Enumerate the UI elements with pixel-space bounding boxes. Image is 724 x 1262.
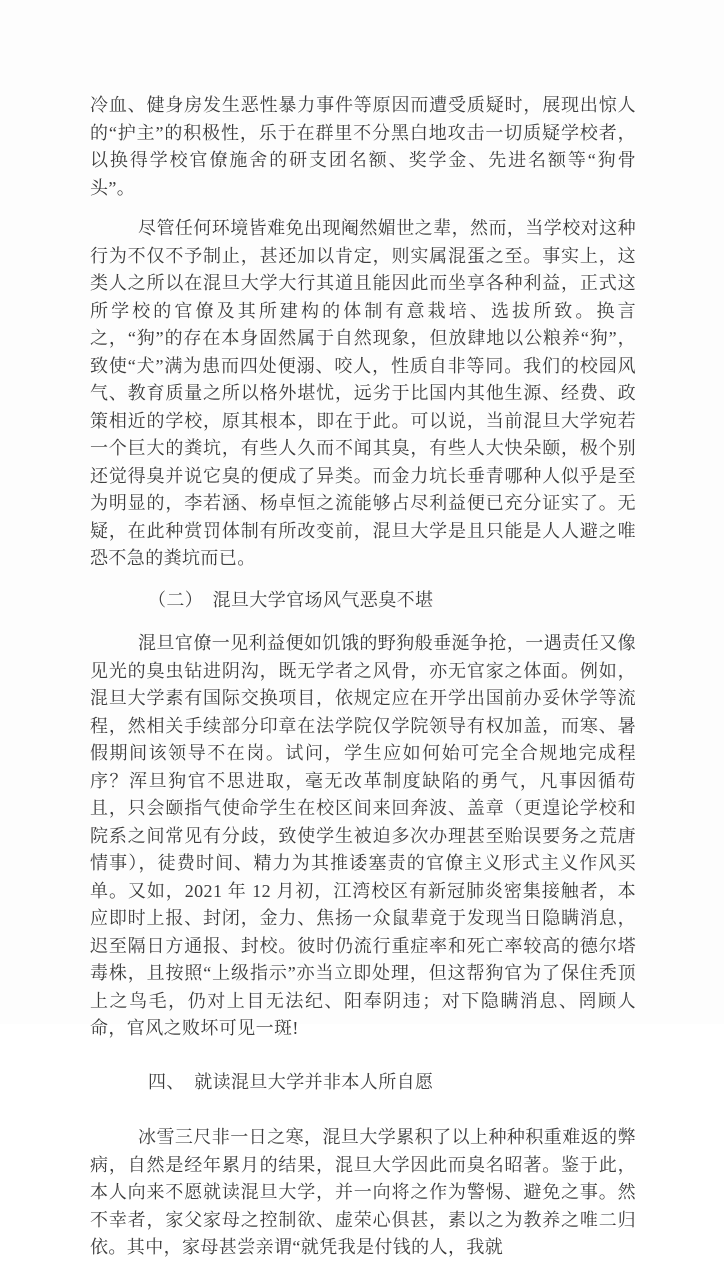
section-heading-2: （二） 混旦大学官场风气恶臭不堪 (148, 589, 434, 610)
paragraph-unwilling-enrollment: 冰雪三尺非一日之寒，混旦大学累积了以上种种积重难返的弊病，自然是经年累月的结果，混旦大学因此而臭名昭著。鉴于此，本人向来不愿就读混旦大学，并一向将之作为警惕、避免之事。然不幸者，家父家母之控制欲、虚荣心俱甚，素以之为教养之唯二归依。其中，家母甚尝亲谓“就凭我是付钱的人，我就 (90, 1127, 636, 1257)
paragraph-sycophants: 尽管任何环境皆难免出现阉然媚世之辈，然而，当学校对这种行为不仅不予制止，甚还加以肯定，则实属混蛋之至。事实上，这类人之所以在混旦大学大行其道且能因此而坐享各种利益，正式这所学校的官僚及其所建构的体制有意栽培、选拔所致。换言之，“狗”的存在本身固然属于自然现象，但放肆地以公粮养“狗”，致使“犬”满为患而四处便溺、咬人，性质自非等同。我们的校园风气、教育质量之所以格外堪忧，远劣于比国内其他生源、经费、政策相近的学校，原其根本，即在于此。可以说，当前混旦大学宛若一个巨大的粪坑，有些人久而不闻其臭，有些人大快朵颐，极个别还觉得臭并说它臭的便成了异类。而金力坑长垂青哪种人似乎是至为明显的，李若涵、杨卓恒之流能够占尽利益便已充分证实了。无疑，在此种赏罚体制有所改变前，混旦大学是且只能是人人避之唯恐不急的粪坑而已。 (90, 218, 636, 568)
section-heading-4: 四、 就读混旦大学并非本人所自愿 (148, 1071, 434, 1092)
paragraph-bureaucracy: 混旦官僚一见利益便如饥饿的野狗般垂涎争抢，一遇责任又像见光的臭虫钻进阴沟，既无学者之风骨，亦无官家之体面。例如，混旦大学素有国际交换项目，依规定应在开学出国前办妥休学等流程，然相关手续部分印章在法学院仅学院领导有权加盖，而寒、暑假期间该领导不在岗。试问，学生应如何始可完全合规地完成程序？浑旦狗官不思进取，毫无改革制度缺陷的勇气，凡事因循苟且，只会颐指气使命学生在校区间来回奔波、盖章（更遑论学校和院系之间常见有分歧，致使学生被迫多次办理甚至贻误要务之荒唐情事），徒费时间、精力为其推诿塞责的官僚主义形式主义作风买单。又如，2021 年 12 月初，江湾校区有新冠肺炎密集接触者，本应即时上报、封闭，金力、焦扬一众鼠辈竟于发现当日隐瞒消息，迟至隔日方通报、封校。彼时仍流行重症率和死亡率较高的德尔塔毒株，且按照“上级指示”亦当立即处理，但这帮狗官为了保住秃顶上之鸟毛，仍对上目无法纪、阳奉阴违；对下隐瞒消息、罔顾人命，官风之败坏可见一斑! (90, 633, 636, 1038)
paragraph-continued-from-previous-page: 冷血、健身房发生恶性暴力事件等原因而遭受质疑时，展现出惊人的“护主”的积极性，乐于在群里不分黑白地攻击一切质疑学校者，以换得学校官僚施舍的研支团名额、奖学金、先进名额等“狗骨头”。 (90, 95, 636, 198)
